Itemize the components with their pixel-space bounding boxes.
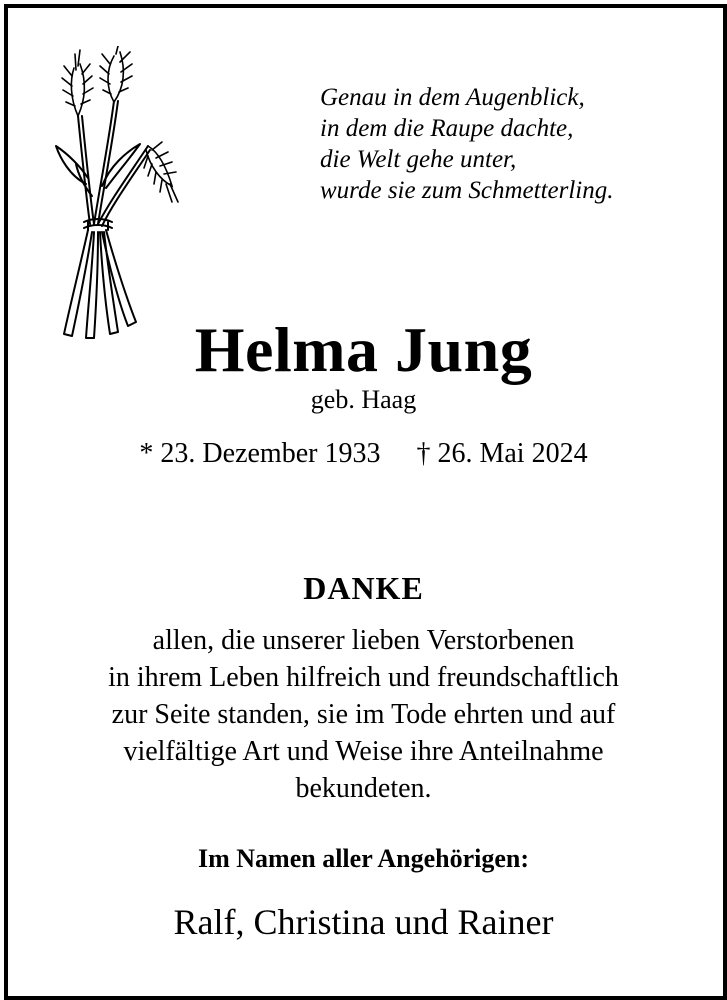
birth-date: * 23. Dezember 1933 — [139, 438, 381, 469]
maiden-name: geb. Haag — [310, 385, 417, 414]
poem-line: Genau in dem Augenblick, — [320, 84, 585, 111]
life-dates — [0, 436, 727, 472]
thanks-line: allen, die unserer lieben Verstorbenen — [152, 625, 575, 656]
thanks-line: zur Seite standen, sie im Tode ehrten und auf — [111, 699, 616, 730]
thanks-line: bekundeten. — [295, 773, 432, 804]
mourners-names: Ralf, Christina und Rainer — [173, 902, 554, 942]
poem-line: die Welt gehe unter, — [320, 146, 517, 173]
deceased-name: Helma Jung — [194, 314, 533, 385]
thanks-line: vielfältige Art und Weise ihre Anteilnahme — [123, 736, 604, 767]
thanks-line: in ihrem Leben hilfreich und freundschaftlich — [108, 662, 619, 693]
wheat-sheaf-icon — [48, 46, 188, 346]
signoff: Im Namen aller Angehörigen: — [198, 844, 529, 873]
thanks-text — [0, 622, 727, 807]
death-date: † 26. Mai 2024 — [416, 438, 588, 469]
thanks-heading: DANKE — [303, 570, 424, 606]
poem-line: wurde sie zum Schmetterling. — [320, 177, 614, 204]
poem-line: in dem die Raupe dachte, — [320, 115, 574, 142]
poem — [320, 82, 700, 206]
